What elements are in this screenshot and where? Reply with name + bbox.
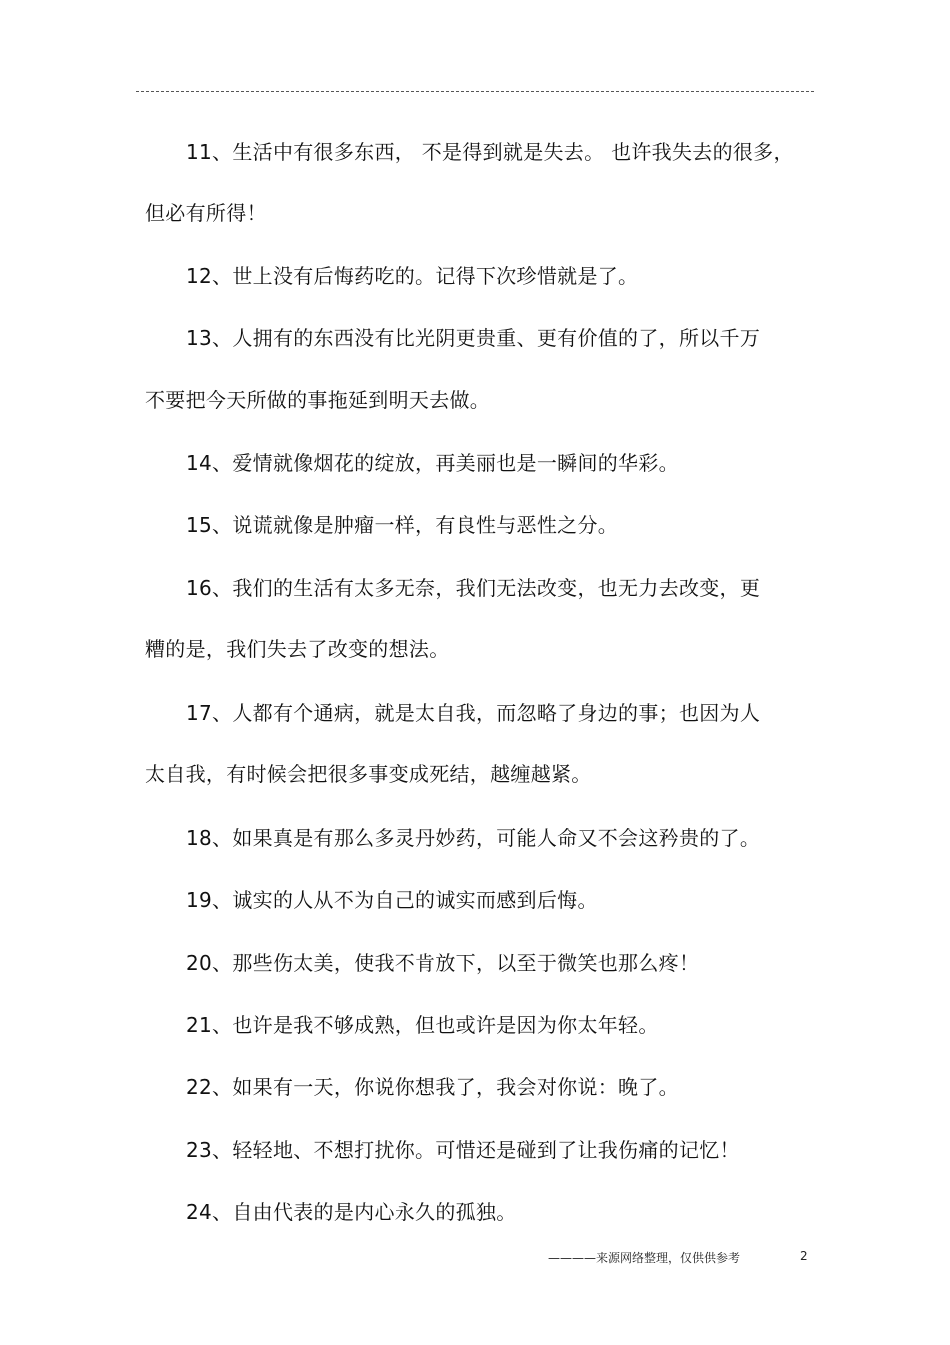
text-line: 太自我，有时候会把很多事变成死结，越缠越紧。 <box>145 762 592 786</box>
text-line: 23、轻轻地、不想打扰你。可惜还是碰到了让我伤痛的记忆！ <box>186 1138 740 1162</box>
text-line: 21、也许是我不够成熟，但也或许是因为你太年轻。 <box>186 1013 659 1037</box>
text-line: 但必有所得！ <box>145 201 267 225</box>
text-line: 14、爱情就像烟花的绽放，再美丽也是一瞬间的华彩。 <box>186 451 679 475</box>
text-line: 16、我们的生活有太多无奈，我们无法改变，也无力去改变，更 <box>186 576 761 600</box>
text-line: 13、人拥有的东西没有比光阴更贵重、更有价值的了，所以千万 <box>186 326 761 350</box>
text-line: 20、那些伤太美，使我不肯放下，以至于微笑也那么疼！ <box>186 951 700 975</box>
text-line: 22、如果有一天，你说你想我了，我会对你说：晚了。 <box>186 1075 679 1099</box>
text-line: 11、生活中有很多东西， 不是得到就是失去。 也许我失去的很多， <box>186 140 794 164</box>
text-line: 不要把今天所做的事拖延到明天去做。 <box>145 388 491 412</box>
text-line: 24、自由代表的是内心永久的孤独。 <box>186 1200 517 1224</box>
text-line: 12、世上没有后悔药吃的。记得下次珍惜就是了。 <box>186 264 639 288</box>
text-line: 糟的是，我们失去了改变的想法。 <box>145 637 450 661</box>
footer-source-note: ————来源网络整理，仅供供参考 <box>548 1251 741 1265</box>
page-number: 2 <box>800 1249 808 1263</box>
text-line: 15、说谎就像是肿瘤一样，有良性与恶性之分。 <box>186 513 619 537</box>
header-divider <box>136 91 814 92</box>
text-line: 19、诚实的人从不为自己的诚实而感到后悔。 <box>186 888 598 912</box>
text-line: 17、人都有个通病，就是太自我，而忽略了身边的事；也因为人 <box>186 701 761 725</box>
text-line: 18、如果真是有那么多灵丹妙药，可能人命又不会这矜贵的了。 <box>186 826 761 850</box>
